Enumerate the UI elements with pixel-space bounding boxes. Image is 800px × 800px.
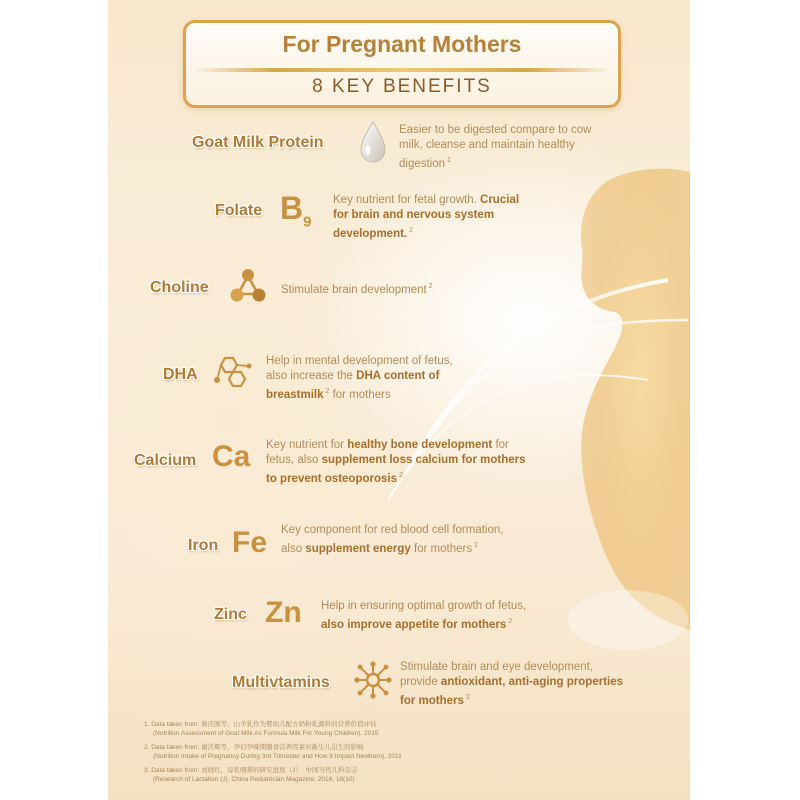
benefit-description	[400, 660, 630, 709]
footnote-ref: 2	[472, 542, 478, 549]
benefit-label: Choline	[150, 279, 209, 296]
benefit-description	[266, 354, 476, 403]
benefit-label: DHA	[163, 366, 198, 383]
benefit-description	[266, 438, 536, 487]
highlight-text: also improve appetite for mothers	[321, 618, 507, 631]
footnote-ref: 2	[323, 388, 330, 395]
highlight-text: supplement energy	[305, 542, 411, 555]
description-text: for mothers	[329, 388, 391, 401]
footnote-ref: 2	[463, 694, 470, 701]
benefit-label: Folate	[215, 202, 263, 219]
description-text: Key component for red blood cell formation, also	[281, 524, 504, 555]
benefit-label: Iron	[188, 537, 219, 554]
description-text: Stimulate brain and eye development, provide	[400, 661, 594, 688]
description-text: Help in mental development of fetus, also increase the	[266, 355, 453, 382]
benefit-description	[399, 123, 599, 172]
page-subtitle: 8 KEY BENEFITS	[312, 76, 492, 97]
ca-symbol: Ca	[212, 440, 251, 473]
description-text: Help in ensuring optimal growth of fetus,	[321, 600, 527, 612]
footnotes	[144, 720, 664, 789]
footnote-item: 2. Data taken from: 谢沃辉等，孕妇孕晚期膳食营养因素对新生儿出生的影响 (Nutrition Intake of Pregnancy During 3rd Trimester and How It Impact Newborn), 2011	[144, 744, 402, 760]
benefit-description	[281, 279, 561, 298]
benefit-label: Goat Milk Protein	[192, 134, 324, 151]
description-text: for fetus, also	[266, 439, 509, 466]
footnote-ref: 2	[426, 283, 433, 290]
network-node-icon	[353, 660, 393, 700]
highlight-text: supplement loss calcium for mothers to prevent osteoporosis	[266, 454, 526, 485]
benefit-description	[321, 599, 551, 633]
footnote-ref: 2	[506, 618, 513, 625]
benefit-description	[281, 523, 506, 557]
hexagon-molecule-icon	[211, 354, 253, 392]
b9-symbol: $B_9$	[280, 190, 312, 231]
description-text: Key nutrient for fetal growth.	[333, 194, 481, 206]
benefit-description	[333, 193, 533, 242]
highlight-text: healthy bone development	[347, 439, 493, 451]
highlight-text: Crucial for brain and nervous system development.	[333, 194, 520, 240]
page-title: For Pregnant Mothers	[282, 31, 522, 57]
highlight-text: DHA content of breastmilk	[266, 370, 440, 401]
zn-symbol: Zn	[265, 596, 302, 629]
footnote-item: 1. Data taken from: 蔡庆刚等，山羊乳作为婴幼儿配方奶粉乳源料的营养价值评估 (Nutrition Assessment of Goat Milk As Formula Milk For Young Children), 2015	[144, 721, 379, 737]
header-banner	[183, 20, 621, 108]
highlight-text: antioxidant, anti-aging properties for mothers	[400, 676, 624, 707]
molecule-cluster-icon	[228, 266, 268, 304]
description-text: Easier to be digested compare to cow milk, cleanse and maintain healthy digestion	[399, 124, 592, 170]
footnote-ref: 1	[445, 157, 451, 164]
fe-symbol: Fe	[232, 526, 268, 559]
benefit-label: Multivtamins	[232, 674, 330, 691]
milk-drop-icon	[358, 120, 388, 164]
description-text: Stimulate brain development	[281, 283, 427, 296]
description-text: for mothers	[410, 542, 473, 555]
description-text: Key nutrient for	[266, 439, 348, 451]
benefit-label: Zinc	[214, 606, 247, 623]
footnote-ref: 2	[407, 227, 413, 234]
poster	[108, 0, 690, 800]
footnote-ref: 2	[397, 472, 403, 479]
footnote-item: 3. Data taken from: 刘晓红，母乳喂养的研究进展（J）. 中国当代儿科杂志 (Research of Lactation (J). China Pediatrician Magazine, 2016, 18(10)	[144, 767, 358, 783]
benefit-label: Calcium	[134, 452, 197, 469]
header-divider	[192, 68, 612, 72]
